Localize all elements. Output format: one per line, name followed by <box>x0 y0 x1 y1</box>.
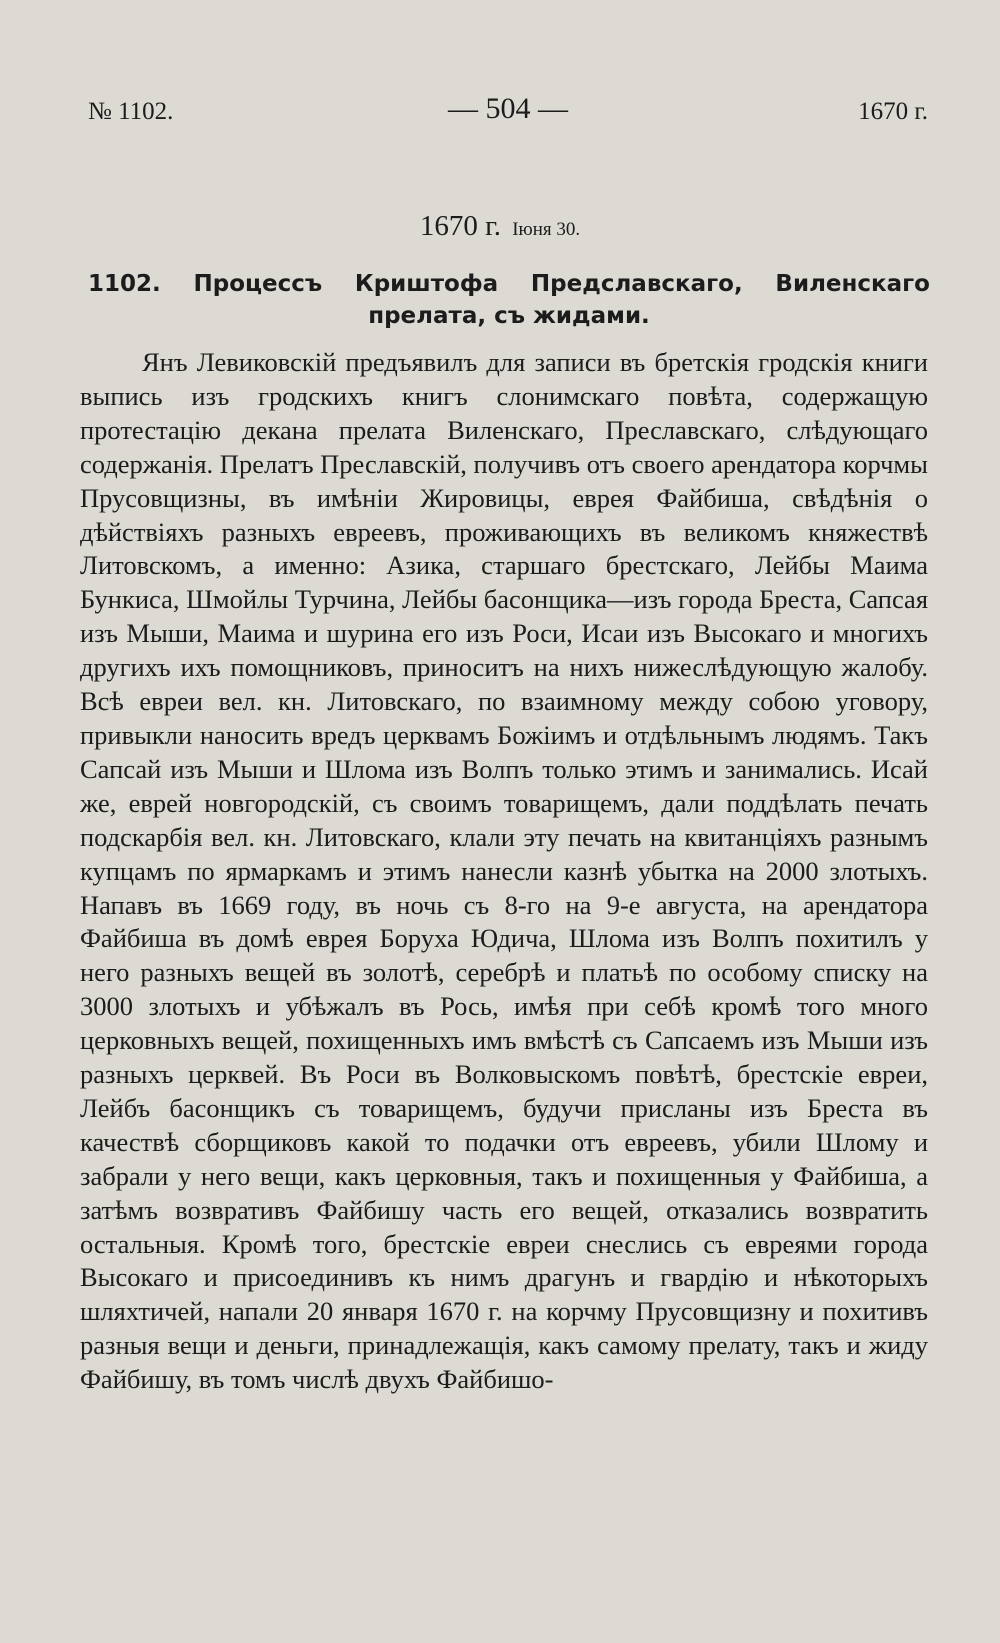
document-date <box>0 210 1000 243</box>
document-body: Янъ Левиковскій предъявилъ для записи въ бретскія гродскія книги выпись изъ гродскихъ книгъ слонимскаго повѣта, содержащую протестацію декана прелата Виленскаго, Преславскаго, слѣдующаго содержанія. Прелатъ Преславскій, получивъ отъ своего арендатора корчмы Прусовщизны, въ имѣніи Жировицы, еврея Файбиша, свѣдѣнія о дѣйствіяхъ разныхъ евреевъ, проживающихъ въ великомъ княжествѣ Литовскомъ, а именно: Азика, старшаго брестскаго, Лейбы Маима Бункиса, Шмойлы Турчина, Лейбы басонщика—изъ города Бреста, Сапсая изъ Мыши, Маима и шурина его изъ Роси, Исаи изъ Высокаго и многихъ другихъ ихъ помощниковъ, приноситъ на нихъ нижеслѣдующую жалобу. Всѣ евреи вел. кн. Литовскаго, по взаимному между собою уговору, привыкли наносить вредъ церквамъ Божіимъ и отдѣльнымъ людямъ. Такъ Сапсай изъ Мыши и Шлома изъ Волпъ только этимъ и занимались. Исай же, еврей новгородскій, съ своимъ товарищемъ, дали поддѣлать печать подскарбія вел. кн. Литовскаго, клали эту печать на квитанціяхъ разнымъ купцамъ по ярмаркамъ и этимъ нанесли казнѣ убытка на 2000 злотыхъ. Напавъ въ 1669 году, въ ночь съ 8-го на 9-е августа, на арендатора Файбиша въ домѣ еврея Боруха Юдича, Шлома изъ Волпъ похитилъ у него разныхъ вещей въ золотѣ, серебрѣ и платьѣ по особому списку на 3000 злотыхъ и убѣжалъ въ Рось, имѣя при себѣ кромѣ того много церковныхъ вещей, похищенныхъ имъ вмѣстѣ съ Сапсаемъ изъ Мыши изъ разныхъ церквей. Въ Роси въ Волковыскомъ повѣтѣ, брестскіе евреи, Лейбъ басонщикъ съ товарищемъ, будучи присланы изъ Бреста въ качествѣ сборщиковъ какой то подачки отъ евреевъ, убили Шлому и забрали у него вещи, какъ церковныя, такъ и похищенныя у Файбиша, а затѣмъ возвративъ Файбишу часть его вещей, отказались возвратить остальныя. Кромѣ того, брестскіе евреи снеслись съ евреями города Высокаго и присоединивъ къ нимъ драгунъ и гвардію и нѣкоторыхъ шляхтичей, напали 20 января 1670 г. на корчму Прусовщизну и похитивъ разныя вещи и деньги, принадлежащія, какъ самому прелату, такъ и жиду Файбишу, въ томъ числѣ двухъ Файбишо- <box>80 347 929 1395</box>
date-day: Іюня 30. <box>512 219 581 240</box>
header-year: 1670 г. <box>858 98 928 125</box>
page-header <box>88 92 928 132</box>
date-year: 1670 г. <box>419 210 501 242</box>
document-number: № 1102. <box>88 98 174 125</box>
document-title: 1102. Процессъ Криштофа Предславскаго, Виленскаго прелата, съ жидами. <box>88 271 930 329</box>
page-number: — 504 — <box>448 92 568 125</box>
